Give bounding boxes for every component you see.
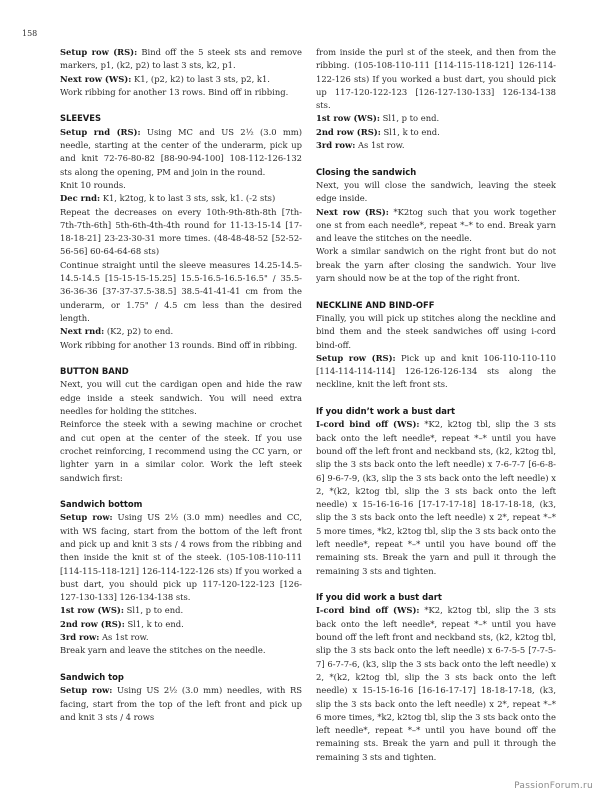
row-text: Using US 2½ (3.0 mm) needles, with RS facing, start from the top of the left front and pick up and knit 3 sts / 4 rows xyxy=(60,685,303,722)
row-text: *K2, k2tog tbl, slip the 3 sts back onto the left needle*, repeat *–* until you have bound off the left front and neckband sts, (k2, k2tog tbl, slip the 3 sts back onto the left needle) x 6-7-5-5 [7-7-5-7] 6-7-7-6, (k3, slip the 3 sts back onto the left needle) x 2, *(k2, k2tog tbl, slip the 3 sts back onto the left needle) x 15-15-16-16 [16-16-17-17] 18-18-17-18, (k3, slip the 3 sts back onto the left needle) x 2*, repeat *–* 6 more times, *k2, k2tog tbl, slip the 3 sts back onto the left needle*, repeat *–* until you have bound off the remaining sts. Break the yarn and pull it through the remaining 3 sts and tighten. xyxy=(316,605,556,762)
row-label: 3rd row: xyxy=(60,632,100,643)
paragraph: Work ribbing for another 13 rounds. Bind off in ribbing. xyxy=(60,339,298,350)
row-text: Sl1, p to end. xyxy=(379,113,440,124)
row-label: Setup row (RS): xyxy=(60,47,138,57)
row-label: 1st row (WS): xyxy=(60,605,124,616)
paragraph: Finally, you will pick up stitches along the neckline and bind them and the steek sandwiches off using i-cord bind-off. xyxy=(316,312,556,350)
section-heading-sleeves: SLEEVES xyxy=(60,113,102,124)
row-text: *K2, k2tog tbl, slip the 3 sts back onto the left needle*, repeat *–* until you have bound off the left front and neckband sts, (k2, k2tog tbl, slip the 3 sts back onto the left needle) x 7-6-7-7 [6-6-8-6] 9-6-7-9, (k3, slip the 3 sts back onto the left needle) x 2, *(k2, k2tog tbl, slip the 3 sts back onto the left needle) x 15-16-16-16 [17-17-17-18] 18-17-18-18, (k3, slip the 3 sts back onto the left needle) x 2*, repeat *–* 5 more times, *k2, k2tog tbl, slip the 3 sts back onto the left needle*, repeat *–* until you have bound off the remaining sts. Break the yarn and pull it through the remaining 3 sts and tighten. xyxy=(316,419,556,576)
row-text: Bind off the 5 steek sts and remove markers, p1, (k2, p2) to last 3 sts, k2, p1. xyxy=(60,47,302,71)
paragraph xyxy=(316,139,556,152)
subheading-closing-sandwich: Closing the sandwich xyxy=(316,166,417,177)
row-text: Pick up and knit 106-110-110-110 [114-114-114-114] 126-126-126-134 sts along the neckline, knit the left front sts. xyxy=(316,352,556,390)
paragraph xyxy=(60,631,302,644)
subheading-bust-dart: If you did work a bust dart xyxy=(316,592,442,603)
paragraph: Break yarn and leave the stitches on the needle. xyxy=(60,645,266,656)
paragraph xyxy=(60,618,302,631)
row-label: Dec rnd: xyxy=(60,193,101,204)
paragraph xyxy=(60,604,302,617)
paragraph xyxy=(60,192,302,205)
paragraph: Next, you will close the sandwich, leaving the steek edge inside. xyxy=(316,179,556,204)
paragraph: Next, you will cut the cardigan open and hide the raw edge inside a steek sandwich. You will need extra needles for holding the stitches. xyxy=(60,379,302,417)
left-column xyxy=(60,46,302,724)
paragraph: Knit 10 rounds. xyxy=(60,179,126,190)
paragraph: Work ribbing for another 13 rows. Bind off in ribbing. xyxy=(60,86,289,97)
row-text: As 1st row. xyxy=(355,140,405,151)
row-label: I-cord bind off (WS): xyxy=(316,419,420,430)
paragraph xyxy=(316,352,556,392)
row-label: Next row (RS): xyxy=(316,206,389,217)
row-label: Setup row: xyxy=(60,685,113,696)
paragraph xyxy=(60,46,302,73)
paragraph: from inside the purl st of the steek, and then from the ribbing. (105-108-110-111 [114-115-118-121] 126-114-122-126 sts) If you worked a bust dart, you should pick up 117-120-122-123 [126-127-130-133] 126-134-138 sts. xyxy=(316,47,556,111)
paragraph xyxy=(60,73,302,86)
section-heading-button-band: BUTTON BAND xyxy=(60,366,129,377)
row-label: 3rd row: xyxy=(316,140,356,151)
paragraph xyxy=(60,325,302,338)
paragraph xyxy=(316,112,556,125)
subheading-sandwich-bottom: Sandwich bottom xyxy=(60,499,143,510)
paragraph: Reinforce the steek with a sewing machine or crochet and cut open at the center of the steek. If you use crochet reinforcing, I recommend using the CC yarn, or lighter yarn in a similar color. Work the left steek sandwich first: xyxy=(60,419,302,483)
row-text: *K2tog such that you work together one st from each needle*, repeat *–* to end. Break yarn and leave the stitches on the needle. xyxy=(316,206,556,244)
row-text: K1, (p2, k2) to last 3 sts, p2, k1. xyxy=(131,73,270,84)
subheading-sandwich-top: Sandwich top xyxy=(60,671,124,682)
paragraph xyxy=(60,126,302,179)
row-label: I-cord bind off (WS): xyxy=(316,605,420,616)
row-text: Sl1, p to end. xyxy=(123,605,184,616)
row-label: Setup row: xyxy=(60,512,113,523)
paragraph: Work a similar sandwich on the right front but do not break the yarn after closing the sandwich. Your live yarn should now be at the top of the right front. xyxy=(316,246,556,284)
row-text: Sl1, k to end. xyxy=(124,618,184,629)
page-number: 158 xyxy=(22,29,38,38)
row-text: Sl1, k to end. xyxy=(380,126,440,137)
paragraph xyxy=(316,604,556,764)
row-text: Using US 2½ (3.0 mm) needles and CC, with WS facing, start from the bottom of the left front and pick up and knit 3 sts / 4 rows from the ribbing and then inside the knit st of the steek. (105-108-110-111 [114-115-118-121] 126-114-122-126 sts) If you worked a bust dart, you should pick up 117-120-122-123 [126-127-130-133] 126-134-138 sts. xyxy=(60,512,303,603)
row-label: 2nd row (RS): xyxy=(316,126,381,137)
watermark: PassionForum.ru xyxy=(514,780,593,791)
row-text: As 1st row. xyxy=(99,632,149,643)
paragraph xyxy=(316,418,556,578)
paragraph xyxy=(316,206,556,246)
row-label: Setup rnd (RS): xyxy=(60,126,141,137)
row-label: 1st row (WS): xyxy=(316,113,380,124)
row-label: Next row (WS): xyxy=(60,73,132,84)
right-column xyxy=(316,46,556,764)
row-text: Using MC and US 2½ (3.0 mm) needle, starting at the center of the underarm, pick up and knit 72-76-80-82 [88-90-94-100] 108-112-126-132 sts along the opening, PM and join in the round. xyxy=(60,126,303,177)
paragraph xyxy=(60,511,302,604)
paragraph xyxy=(60,684,302,724)
row-text: (K2, p2) to end. xyxy=(104,326,174,337)
subheading-no-bust-dart: If you didn’t work a bust dart xyxy=(316,406,456,417)
row-label: Setup row (RS): xyxy=(316,352,396,363)
paragraph xyxy=(316,126,556,139)
section-heading-neckline: NECKLINE AND BIND-OFF xyxy=(316,299,435,310)
row-label: 2nd row (RS): xyxy=(60,618,125,629)
row-text: K1, k2tog, k to last 3 sts, ssk, k1. (-2 sts) xyxy=(100,193,276,204)
paragraph: Continue straight until the sleeve measures 14.25-14.5-14.5-14.5 [15-15-15-15.25] 15.5-16.5-16.5-16.5" / 35.5-36-36-36 [37-37-37.5-38.5] 38.5-41-41-41 cm from the underarm, or 1.75" / 4.5 cm less than the desired length. xyxy=(60,259,302,323)
row-label: Next rnd: xyxy=(60,326,105,337)
paragraph: Repeat the decreases on every 10th-9th-8th-8th [7th-7th-7th-6th] 5th-6th-4th-4th round for 11-13-15-14 [17-18-18-21] 23-23-30-31 more times. (48-48-48-52 [52-52-56-56] 60-64-64-68 sts) xyxy=(60,206,302,257)
